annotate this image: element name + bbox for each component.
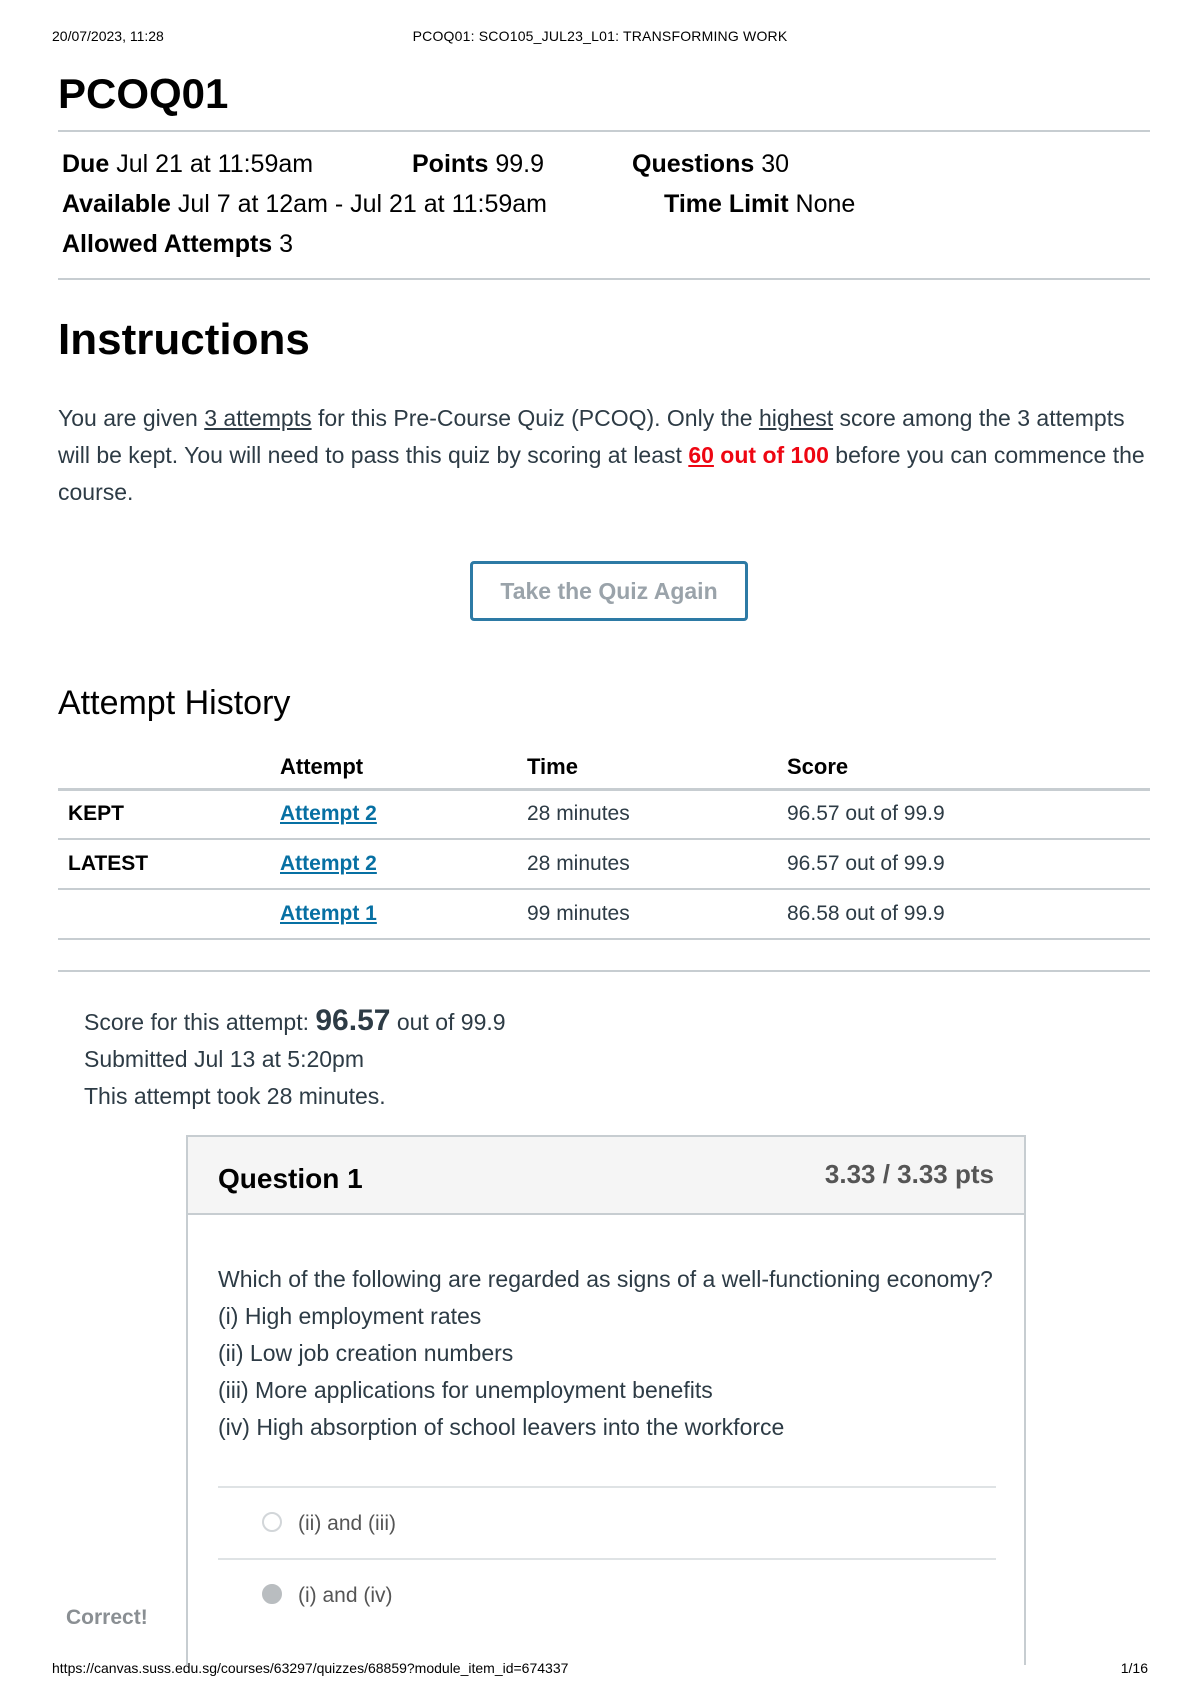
attempt-status: KEPT (58, 789, 280, 839)
answer-list (218, 1486, 996, 1630)
take-quiz-again-button[interactable]: Take the Quiz Again (470, 561, 748, 621)
attempt-time: 99 minutes (527, 889, 787, 939)
due-label: Due (62, 150, 110, 178)
instructions-part: for this Pre-Course Quiz (PCOQ). Only the (311, 405, 759, 431)
instructions-heading: Instructions (58, 315, 310, 364)
attempt-summary (84, 1002, 1150, 1115)
table-row (58, 839, 1150, 889)
question-header (188, 1137, 1024, 1215)
question-card (186, 1135, 1026, 1665)
question-points: 3.33 / 3.33 pts (824, 1159, 994, 1189)
question-body (188, 1215, 1024, 1630)
attempt-score: 96.57 out of 99.9 (787, 789, 1150, 839)
divider (58, 970, 1150, 972)
questions-value: 30 (761, 150, 790, 178)
attempt-time: 28 minutes (527, 839, 787, 889)
points-value: 99.9 (495, 150, 545, 178)
page-number: 1/16 (1120, 1660, 1148, 1676)
answer-option[interactable] (218, 1558, 996, 1630)
due-value: Jul 21 at 11:59am (116, 150, 314, 178)
table-header-row (58, 743, 1150, 789)
time-limit-label: Time Limit (664, 190, 789, 218)
points-label: Points (412, 150, 489, 178)
instructions-part: You are given (58, 405, 205, 431)
attempt-status (58, 889, 280, 939)
print-url: https://canvas.suss.edu.sg/courses/63297/quizzes/68859?module_item_id=674337 (52, 1660, 569, 1676)
pass-mark (688, 442, 829, 468)
due-detail (62, 150, 313, 179)
instructions-attempts-underline: 3 attempts (204, 405, 312, 431)
question-text (218, 1261, 996, 1446)
card-edge (186, 1640, 188, 1660)
available-label: Available (62, 190, 171, 218)
attempt-status: LATEST (58, 839, 280, 889)
questions-detail (632, 150, 789, 179)
attempt-link[interactable]: Attempt 2 (280, 802, 377, 826)
attempt-link[interactable]: Attempt 2 (280, 852, 377, 875)
attempt-cell (280, 839, 527, 889)
submitted-line: Submitted Jul 13 at 5:20pm (84, 1046, 364, 1072)
score-suffix: out of 99.9 (390, 1009, 506, 1035)
column-header-status (58, 743, 280, 789)
allowed-attempts-label: Allowed Attempts (62, 230, 273, 258)
score-prefix: Score for this attempt: (84, 1009, 316, 1035)
radio-unselected-icon[interactable] (262, 1512, 282, 1532)
quiz-content (58, 60, 1150, 1115)
available-value: Jul 7 at 12am - Jul 21 at 11:59am (177, 190, 548, 218)
duration-line: This attempt took 28 minutes. (84, 1083, 386, 1109)
pass-mark-number: 60 (688, 442, 714, 468)
instructions-text (58, 400, 1148, 511)
table-row (58, 789, 1150, 839)
attempt-history-table (58, 743, 1150, 940)
column-header-score: Score (787, 743, 1150, 789)
questions-label: Questions (632, 150, 755, 178)
answer-label: (ii) and (iii) (298, 1512, 397, 1535)
divider (58, 278, 1150, 280)
print-footer (52, 1660, 1148, 1680)
correct-flag: Correct! (66, 1606, 148, 1629)
radio-selected-icon[interactable] (262, 1584, 282, 1604)
page-title: PCOQ01 (58, 70, 229, 117)
attempt-time: 28 minutes (527, 789, 787, 839)
time-limit-value: None (795, 190, 856, 218)
allowed-attempts-value: 3 (279, 230, 294, 258)
available-detail (62, 190, 547, 219)
question-option-line: (ii) Low job creation numbers (218, 1340, 514, 1366)
attempt-score: 96.57 out of 99.9 (787, 839, 1150, 889)
column-header-time: Time (527, 743, 787, 789)
instructions-highest-underline: highest (758, 405, 834, 431)
question-title: Question 1 (218, 1163, 363, 1194)
attempt-link[interactable]: Attempt 1 (280, 902, 377, 925)
attempt-cell (280, 789, 527, 839)
attempt-score: 86.58 out of 99.9 (787, 889, 1150, 939)
retake-wrap (58, 561, 1150, 621)
table-row (58, 889, 1150, 939)
attempt-score-line (84, 1002, 1150, 1041)
question-option-line: (i) High employment rates (218, 1303, 482, 1329)
question-stem: Which of the following are regarded as signs of a well-functioning economy? (218, 1266, 993, 1292)
allowed-attempts-detail (62, 230, 293, 259)
question-option-line: (iv) High absorption of school leavers into the workforce (218, 1414, 785, 1440)
points-detail (412, 150, 544, 179)
print-date: 20/07/2023, 11:28 (52, 28, 164, 44)
column-header-attempt: Attempt (280, 743, 527, 789)
attempt-history-heading: Attempt History (58, 684, 291, 722)
question-option-line: (iii) More applications for unemployment benefits (218, 1377, 713, 1403)
instructions-part: before you can commence the course. (58, 442, 1145, 505)
attempt-cell (280, 889, 527, 939)
print-header (52, 28, 1148, 48)
instructions-part: score among the 3 attempts will be kept. You will need to pass this quiz by scoring at least (58, 405, 1125, 468)
pass-mark-rest: out of 100 (713, 442, 829, 468)
score-value: 96.57 (315, 1004, 391, 1037)
print-doc-title: PCOQ01: SCO105_JUL23_L01: TRANSFORMING WORK (412, 28, 788, 44)
time-limit-detail (664, 190, 855, 219)
answer-option[interactable] (218, 1486, 996, 1558)
quiz-details (58, 132, 1150, 278)
answer-label: (i) and (iv) (298, 1584, 393, 1607)
